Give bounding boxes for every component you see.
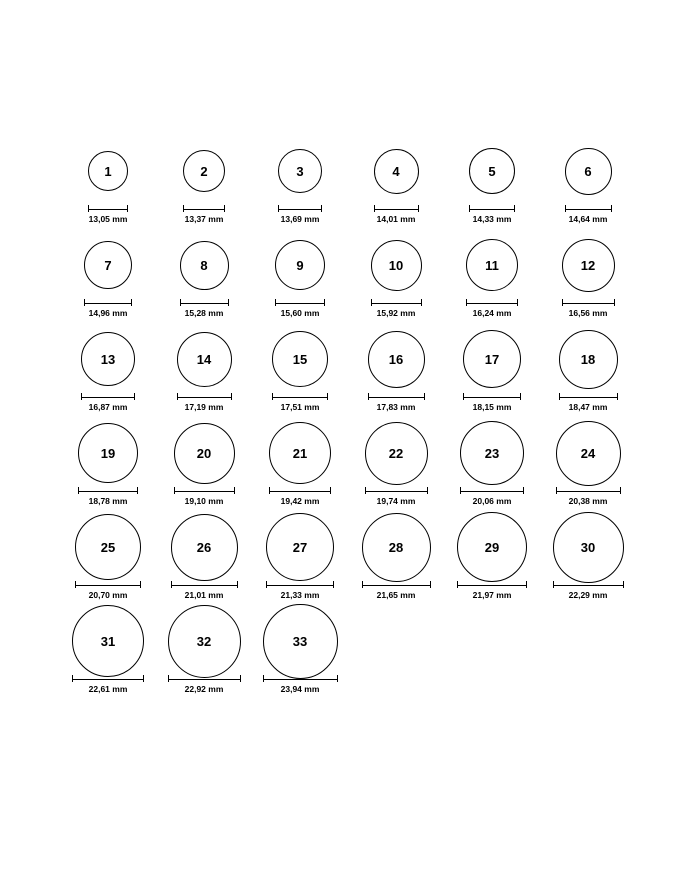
- ring-circle-wrap: [75, 514, 141, 580]
- diameter-label: 17,51 mm: [280, 402, 320, 412]
- ring-size-number: 32: [196, 633, 212, 649]
- ring-circle: [362, 513, 431, 582]
- diameter-label: 22,61 mm: [88, 684, 128, 694]
- dimension-bar: [559, 393, 618, 400]
- ring-size-cell[interactable]: [444, 514, 540, 608]
- ring-size-number: 31: [100, 633, 116, 649]
- ring-circle-wrap: [263, 608, 338, 674]
- diameter-label: 19,74 mm: [376, 496, 416, 506]
- ring-circle: [559, 330, 618, 389]
- ring-circle-wrap: [463, 326, 521, 392]
- ring-size-number: 20: [196, 445, 212, 461]
- ring-circle: [553, 512, 624, 583]
- diameter-dimension-line: [84, 298, 132, 307]
- ring-size-cell[interactable]: [252, 138, 348, 232]
- ring-circle: [183, 150, 225, 192]
- ring-size-number: 17: [484, 351, 500, 367]
- diameter-label: 13,69 mm: [280, 214, 320, 224]
- diameter-dimension-line: [466, 298, 518, 307]
- ring-circle-wrap: [275, 232, 325, 298]
- ring-circle-wrap: [371, 232, 422, 298]
- ring-circle: [72, 605, 144, 677]
- diameter-dimension-line: [556, 486, 621, 495]
- diameter-dimension-line: [371, 298, 422, 307]
- dimension-bar: [171, 581, 238, 588]
- ring-size-cell[interactable]: [540, 514, 636, 608]
- diameter-label: 16,87 mm: [88, 402, 128, 412]
- ring-size-number: 1: [104, 163, 112, 179]
- diameter-dimension-line: [180, 298, 229, 307]
- ring-size-cell[interactable]: [60, 608, 156, 702]
- ring-circle: [460, 421, 524, 485]
- diameter-label: 22,92 mm: [184, 684, 224, 694]
- ring-size-number: 26: [196, 539, 212, 555]
- diameter-dimension-line: [88, 204, 128, 213]
- dimension-bar: [263, 675, 338, 682]
- diameter-dimension-line: [457, 580, 527, 589]
- diameter-label: 14,96 mm: [88, 308, 128, 318]
- ring-circle: [269, 422, 331, 484]
- ring-circle: [174, 423, 235, 484]
- ring-circle-wrap: [565, 138, 612, 204]
- ring-circle-wrap: [81, 326, 135, 392]
- ring-circle-wrap: [469, 138, 515, 204]
- ring-circle: [374, 149, 419, 194]
- ring-circle-wrap: [272, 326, 328, 392]
- ring-size-cell[interactable]: [348, 420, 444, 514]
- ring-size-number: 24: [580, 445, 596, 461]
- ring-size-number: 4: [392, 163, 400, 179]
- ring-circle-wrap: [374, 138, 419, 204]
- ring-circle-wrap: [266, 514, 334, 580]
- ring-circle-wrap: [365, 420, 428, 486]
- ring-size-grid: [60, 138, 640, 702]
- dimension-bar: [368, 393, 425, 400]
- ring-size-number: 6: [584, 163, 592, 179]
- dimension-bar: [183, 205, 225, 212]
- ring-size-cell[interactable]: [540, 232, 636, 326]
- diameter-dimension-line: [362, 580, 431, 589]
- diameter-dimension-line: [177, 392, 232, 401]
- diameter-label: 14,33 mm: [472, 214, 512, 224]
- diameter-dimension-line: [263, 674, 338, 683]
- diameter-dimension-line: [559, 392, 618, 401]
- ring-circle-wrap: [368, 326, 425, 392]
- diameter-dimension-line: [463, 392, 521, 401]
- diameter-label: 16,56 mm: [568, 308, 608, 318]
- diameter-label: 14,01 mm: [376, 214, 416, 224]
- diameter-label: 21,01 mm: [184, 590, 224, 600]
- ring-size-number: 21: [292, 445, 308, 461]
- ring-size-cell[interactable]: [252, 420, 348, 514]
- ring-size-number: 9: [296, 257, 304, 273]
- ring-size-number: 25: [100, 539, 116, 555]
- ring-circle: [78, 423, 138, 483]
- ring-circle-wrap: [562, 232, 615, 298]
- ring-circle: [88, 151, 128, 191]
- diameter-label: 15,60 mm: [280, 308, 320, 318]
- ring-circle: [565, 148, 612, 195]
- ring-size-cell[interactable]: [540, 420, 636, 514]
- dimension-bar: [78, 487, 138, 494]
- ring-circle: [278, 149, 322, 193]
- ring-size-cell[interactable]: [156, 514, 252, 608]
- ring-size-cell[interactable]: [156, 420, 252, 514]
- diameter-label: 17,19 mm: [184, 402, 224, 412]
- dimension-bar: [565, 205, 612, 212]
- ring-circle-wrap: [362, 514, 431, 580]
- ring-circle: [466, 239, 518, 291]
- ring-size-cell[interactable]: [60, 514, 156, 608]
- ring-size-cell[interactable]: [348, 514, 444, 608]
- diameter-label: 18,78 mm: [88, 496, 128, 506]
- ring-circle: [180, 241, 229, 290]
- dimension-bar: [269, 487, 331, 494]
- ring-size-cell[interactable]: [156, 608, 252, 702]
- ring-size-number: 16: [388, 351, 404, 367]
- diameter-label: 16,24 mm: [472, 308, 512, 318]
- ring-circle: [368, 331, 425, 388]
- ring-circle-wrap: [180, 232, 229, 298]
- diameter-dimension-line: [183, 204, 225, 213]
- dimension-bar: [463, 393, 521, 400]
- ring-circle-wrap: [457, 514, 527, 580]
- ring-size-number: 7: [104, 257, 112, 273]
- ring-size-number: 30: [580, 539, 596, 555]
- diameter-label: 22,29 mm: [568, 590, 608, 600]
- ring-circle-wrap: [168, 608, 241, 674]
- ring-size-number: 29: [484, 539, 500, 555]
- ring-size-number: 14: [196, 351, 212, 367]
- dimension-bar: [457, 581, 527, 588]
- dimension-bar: [81, 393, 135, 400]
- ring-size-number: 18: [580, 351, 596, 367]
- dimension-bar: [562, 299, 615, 306]
- diameter-dimension-line: [75, 580, 141, 589]
- ring-circle-wrap: [174, 420, 235, 486]
- ring-circle-wrap: [183, 138, 225, 204]
- diameter-label: 15,28 mm: [184, 308, 224, 318]
- ring-size-number: 33: [292, 633, 308, 649]
- dimension-bar: [174, 487, 235, 494]
- ring-circle-wrap: [556, 420, 621, 486]
- dimension-bar: [365, 487, 428, 494]
- dimension-bar: [75, 581, 141, 588]
- ring-circle: [168, 605, 241, 678]
- diameter-label: 15,92 mm: [376, 308, 416, 318]
- ring-circle-wrap: [269, 420, 331, 486]
- ring-size-cell[interactable]: [60, 420, 156, 514]
- diameter-label: 20,06 mm: [472, 496, 512, 506]
- diameter-dimension-line: [174, 486, 235, 495]
- diameter-dimension-line: [469, 204, 515, 213]
- diameter-dimension-line: [565, 204, 612, 213]
- ring-size-number: 12: [580, 257, 596, 273]
- ring-size-cell[interactable]: [348, 138, 444, 232]
- ring-size-cell[interactable]: [540, 326, 636, 420]
- ring-circle: [457, 512, 527, 582]
- ring-circle: [365, 422, 428, 485]
- ring-circle: [371, 240, 422, 291]
- ring-circle-wrap: [278, 138, 322, 204]
- diameter-label: 18,15 mm: [472, 402, 512, 412]
- ring-size-cell[interactable]: [156, 138, 252, 232]
- ring-size-cell[interactable]: [348, 326, 444, 420]
- diameter-label: 21,65 mm: [376, 590, 416, 600]
- ring-circle-wrap: [171, 514, 238, 580]
- ring-circle-wrap: [72, 608, 144, 674]
- diameter-label: 21,97 mm: [472, 590, 512, 600]
- dimension-bar: [278, 205, 322, 212]
- ring-size-cell[interactable]: [540, 138, 636, 232]
- diameter-label: 20,70 mm: [88, 590, 128, 600]
- diameter-label: 23,94 mm: [280, 684, 320, 694]
- ring-circle-wrap: [553, 514, 624, 580]
- diameter-label: 18,47 mm: [568, 402, 608, 412]
- diameter-dimension-line: [460, 486, 524, 495]
- diameter-label: 17,83 mm: [376, 402, 416, 412]
- ring-circle: [84, 241, 132, 289]
- dimension-bar: [266, 581, 334, 588]
- ring-circle: [469, 148, 515, 194]
- ring-size-cell[interactable]: [444, 138, 540, 232]
- dimension-bar: [84, 299, 132, 306]
- ring-size-number: 3: [296, 163, 304, 179]
- ring-circle-wrap: [84, 232, 132, 298]
- ring-circle-wrap: [466, 232, 518, 298]
- ring-circle: [171, 514, 238, 581]
- ring-size-number: 2: [200, 163, 208, 179]
- dimension-bar: [553, 581, 624, 588]
- ring-circle-wrap: [177, 326, 232, 392]
- ring-size-cell[interactable]: [348, 232, 444, 326]
- diameter-dimension-line: [368, 392, 425, 401]
- dimension-bar: [362, 581, 431, 588]
- dimension-bar: [168, 675, 241, 682]
- diameter-label: 13,37 mm: [184, 214, 224, 224]
- ring-circle: [272, 331, 328, 387]
- dimension-bar: [180, 299, 229, 306]
- diameter-dimension-line: [72, 674, 144, 683]
- ring-circle-wrap: [78, 420, 138, 486]
- diameter-label: 21,33 mm: [280, 590, 320, 600]
- dimension-bar: [371, 299, 422, 306]
- ring-size-cell[interactable]: [156, 326, 252, 420]
- diameter-dimension-line: [278, 204, 322, 213]
- ring-circle: [556, 421, 621, 486]
- dimension-bar: [556, 487, 621, 494]
- diameter-dimension-line: [171, 580, 238, 589]
- ring-size-number: 8: [200, 257, 208, 273]
- ring-size-number: 13: [100, 351, 116, 367]
- dimension-bar: [374, 205, 419, 212]
- diameter-label: 13,05 mm: [88, 214, 128, 224]
- ring-size-cell[interactable]: [60, 138, 156, 232]
- ring-size-number: 28: [388, 539, 404, 555]
- dimension-bar: [275, 299, 325, 306]
- ring-size-cell[interactable]: [252, 326, 348, 420]
- ring-size-cell[interactable]: [156, 232, 252, 326]
- diameter-label: 14,64 mm: [568, 214, 608, 224]
- ring-circle-wrap: [88, 138, 128, 204]
- dimension-bar: [469, 205, 515, 212]
- ring-size-number: 19: [100, 445, 116, 461]
- diameter-label: 19,42 mm: [280, 496, 320, 506]
- ring-circle: [562, 239, 615, 292]
- diameter-label: 19,10 mm: [184, 496, 224, 506]
- ring-circle: [75, 514, 141, 580]
- dimension-bar: [460, 487, 524, 494]
- dimension-bar: [272, 393, 328, 400]
- diameter-dimension-line: [269, 486, 331, 495]
- ring-size-cell[interactable]: [252, 232, 348, 326]
- ring-size-number: 15: [292, 351, 308, 367]
- ring-circle: [463, 330, 521, 388]
- ring-size-cell[interactable]: [444, 420, 540, 514]
- diameter-dimension-line: [81, 392, 135, 401]
- ring-size-cell[interactable]: [444, 232, 540, 326]
- ring-size-cell[interactable]: [444, 326, 540, 420]
- diameter-label: 20,38 mm: [568, 496, 608, 506]
- ring-circle: [81, 332, 135, 386]
- ring-size-number: 5: [488, 163, 496, 179]
- diameter-dimension-line: [168, 674, 241, 683]
- diameter-dimension-line: [266, 580, 334, 589]
- ring-size-number: 10: [388, 257, 404, 273]
- ring-size-cell[interactable]: [252, 514, 348, 608]
- dimension-bar: [466, 299, 518, 306]
- ring-size-number: 23: [484, 445, 500, 461]
- diameter-dimension-line: [374, 204, 419, 213]
- dimension-bar: [72, 675, 144, 682]
- dimension-bar: [177, 393, 232, 400]
- ring-size-number: 11: [485, 257, 499, 273]
- ring-size-cell[interactable]: [252, 608, 348, 702]
- diameter-dimension-line: [562, 298, 615, 307]
- diameter-dimension-line: [272, 392, 328, 401]
- diameter-dimension-line: [275, 298, 325, 307]
- ring-size-cell[interactable]: [60, 326, 156, 420]
- dimension-bar: [88, 205, 128, 212]
- ring-circle: [177, 332, 232, 387]
- ring-circle: [263, 604, 338, 679]
- ring-circle-wrap: [460, 420, 524, 486]
- ring-size-number: 22: [388, 445, 404, 461]
- ring-circle-wrap: [559, 326, 618, 392]
- diameter-dimension-line: [365, 486, 428, 495]
- diameter-dimension-line: [78, 486, 138, 495]
- ring-circle: [266, 513, 334, 581]
- ring-size-cell[interactable]: [60, 232, 156, 326]
- diameter-dimension-line: [553, 580, 624, 589]
- ring-size-number: 27: [292, 539, 308, 555]
- ring-circle: [275, 240, 325, 290]
